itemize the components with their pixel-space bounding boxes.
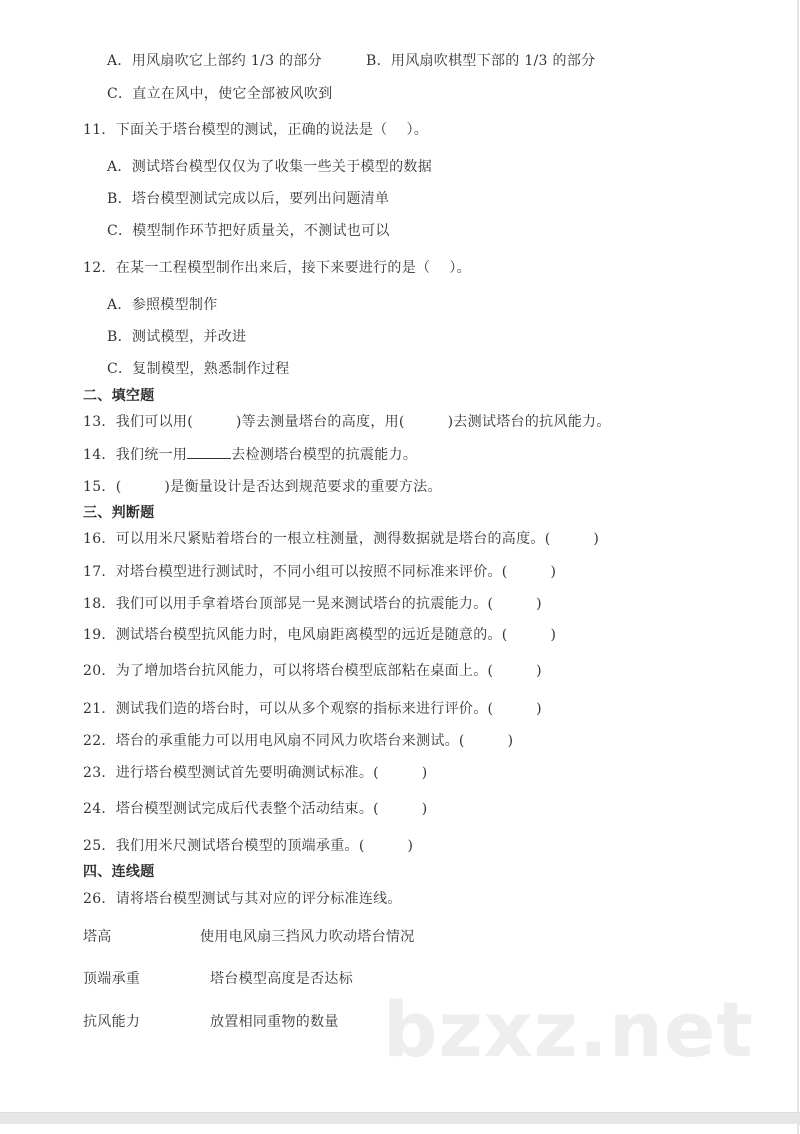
q11-option-a: A．测试塔台模型仅仅为了收集一些关于模型的数据 <box>107 159 433 175</box>
match-right-item: 放置相同重物的数量 <box>210 1014 339 1030</box>
q13-text: 13．我们可以用( )等去测量塔台的高度，用( )去测试塔台的抗风能力。 <box>83 414 611 430</box>
match-left-item: 抗风能力 <box>83 1014 141 1030</box>
q17-text: 17．对塔台模型进行测试时，不同小组可以按照不同标准来评价。( ) <box>83 564 557 580</box>
q10-option-c: C．直立在风中，使它全部被风吹到 <box>107 86 333 102</box>
section-true-false-title: 三、判断题 <box>83 505 155 521</box>
q23-text: 23．进行塔台模型测试首先要明确测试标准。( ) <box>83 765 428 781</box>
q14-blank <box>187 445 231 459</box>
q11-option-c: C．模型制作环节把好质量关，不测试也可以 <box>107 223 390 239</box>
section-fill-in-title: 二、填空题 <box>83 388 155 404</box>
q10-option-a: A．用风扇吹它上部约 1/3 的部分 <box>107 53 322 69</box>
watermark: bzxz.net <box>383 985 754 1074</box>
q25-text: 25．我们用米尺测试塔台模型的顶端承重。( ) <box>83 838 414 854</box>
q22-text: 22．塔台的承重能力可以用电风扇不同风力吹塔台来测试。( ) <box>83 733 514 749</box>
q18-text: 18．我们可以用手拿着塔台顶部晃一晃来测试塔台的抗震能力。( ) <box>83 596 542 612</box>
q24-text: 24．塔台模型测试完成后代表整个活动结束。( ) <box>83 801 428 817</box>
q16-text: 16．可以用米尺紧贴着塔台的一根立柱测量，测得数据就是塔台的高度。( ) <box>83 531 600 547</box>
q11-stem: 11．下面关于塔台模型的测试，正确的说法是（ ）。 <box>83 122 429 138</box>
q10-option-b: B．用风扇吹棋型下部的 1/3 的部分 <box>366 53 596 69</box>
q21-text: 21．测试我们造的塔台时，可以从多个观察的指标来进行评价。( ) <box>83 701 542 717</box>
q20-text: 20．为了增加塔台抗风能力，可以将塔台模型底部粘在桌面上。( ) <box>83 663 542 679</box>
q15-text: 15．( )是衡量设计是否达到规范要求的重要方法。 <box>83 479 442 495</box>
q12-option-b: B．测试模型，并改进 <box>107 329 247 345</box>
section-matching-title: 四、连线题 <box>83 864 155 880</box>
q11-option-b: B．塔台模型测试完成以后，要列出问题清单 <box>107 191 390 207</box>
match-left-item: 顶端承重 <box>83 971 141 987</box>
next-page <box>0 1124 799 1134</box>
match-right-item: 使用电风扇三挡风力吹动塔台情况 <box>200 929 415 945</box>
q14-before: 14．我们统一用 <box>83 447 188 463</box>
q19-text: 19．测试塔台模型抗风能力时，电风扇距离模型的远近是随意的。( ) <box>83 627 557 643</box>
q26-text: 26．请将塔台模型测试与其对应的评分标准连线。 <box>83 891 402 907</box>
q12-option-c: C．复制模型，熟悉制作过程 <box>107 361 290 377</box>
match-right-item: 塔台模型高度是否达标 <box>210 971 353 987</box>
q14-after: 去检测塔台模型的抗震能力。 <box>231 447 418 463</box>
q12-option-a: A．参照模型制作 <box>107 297 218 313</box>
match-left-item: 塔高 <box>83 929 112 945</box>
q12-stem: 12．在某一工程模型制作出来后，接下来要进行的是（ ）。 <box>83 260 471 276</box>
q14-text <box>83 445 417 464</box>
